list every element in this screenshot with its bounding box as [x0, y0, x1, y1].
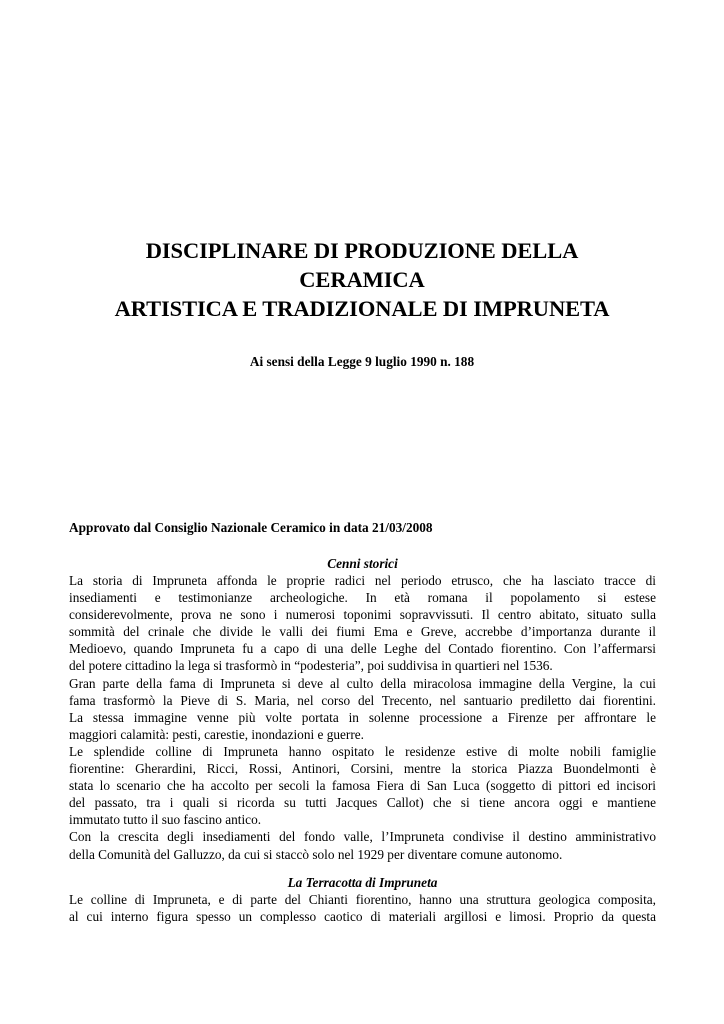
paragraph-line: Gran parte della fama di Impruneta si deve al culto della miracolosa immagine della Vergine, la cui	[69, 675, 656, 691]
paragraph-line: La storia di Impruneta affonda le proprie radici nel periodo etrusco, che ha lasciato tracce di	[69, 573, 656, 588]
paragraph-line: Le splendide colline di Impruneta hanno ospitato le residenze estive di molte nobili famiglie	[69, 743, 656, 759]
paragraph-line: maggiori calamità: pesti, carestie, inondazioni e guerre.	[69, 726, 364, 742]
paragraph-line: della Comunità del Galluzzo, da cui si staccò solo nel 1929 per diventare comune autonomo.	[69, 846, 563, 862]
paragraph-line: fama trasformò la Pieve di S. Maria, nel corso del Trecento, nel santuario prediletto dai fiorentini.	[69, 692, 656, 708]
paragraph-line: Medioevo, quando Impruneta fu a capo di una delle Leghe del Contado fiorentino. Con l’affermarsi	[69, 641, 656, 657]
paragraph-line: fiorentine: Gherardini, Ricci, Rossi, Antinori, Corsini, mentre la storica Piazza Buondelmonti è	[69, 761, 656, 777]
paragraph-line: al cui interno figura spesso un complesso caotico di materiali argillosi e limosi. Proprio da questa	[69, 909, 656, 925]
title-line-2: CERAMICA	[299, 267, 425, 292]
paragraph-line: stata lo scenario che ha accolto per secoli la famosa Fiera di San Luca (soggetto di pittori ed incisori	[69, 778, 656, 794]
title-line-3: ARTISTICA E TRADIZIONALE DI IMPRUNETA	[114, 296, 610, 321]
paragraph-line: del potere cittadino la lega si trasformò in “podesteria”, poi suddivisa in quartieri nel 1536.	[69, 658, 553, 674]
paragraph-line: insediamenti e testimonianze archeologiche. In età romana il popolamento si estese	[69, 590, 656, 606]
paragraph-line: considerevolmente, prova ne sono i numerosi toponimi sopravvissuti. Il centro abitato, situato sulla	[69, 607, 656, 623]
title-line-1: DISCIPLINARE DI PRODUZIONE DELLA	[145, 238, 579, 263]
paragraph-line: Con la crescita degli insediamenti del fondo valle, l’Impruneta condivise il destino amministrativo	[69, 829, 656, 845]
paragraph-line: sommità del crinale che divide le valli dei fiumi Ema e Greve, accrebbe d’importanza durante il	[69, 624, 656, 640]
paragraph-line: immutato tutto il suo fascino antico.	[69, 812, 262, 828]
paragraph-line: La stessa immagine venne più volte portata in solenne processione a Firenze per affrontare le	[69, 709, 656, 725]
section-heading-terracotta: La Terracotta di Impruneta	[287, 875, 438, 890]
section-body-cenni-storici	[69, 572, 656, 863]
section-heading-cenni-storici: Cenni storici	[327, 556, 398, 571]
paragraph-line: Le colline di Impruneta, e di parte del Chianti fiorentino, hanno una struttura geologica composita,	[69, 892, 656, 907]
document-title	[60, 236, 664, 323]
document-subtitle: Ai sensi della Legge 9 luglio 1990 n. 188	[249, 354, 475, 369]
approval-note: Approvato dal Consiglio Nazionale Ceramico in data 21/03/2008	[69, 520, 433, 535]
section-body-terracotta	[69, 891, 656, 925]
paragraph-line: del passato, tra i quali si ricorda su tutti Jacques Callot) che si tiene ancora oggi e mantiene	[69, 795, 656, 811]
